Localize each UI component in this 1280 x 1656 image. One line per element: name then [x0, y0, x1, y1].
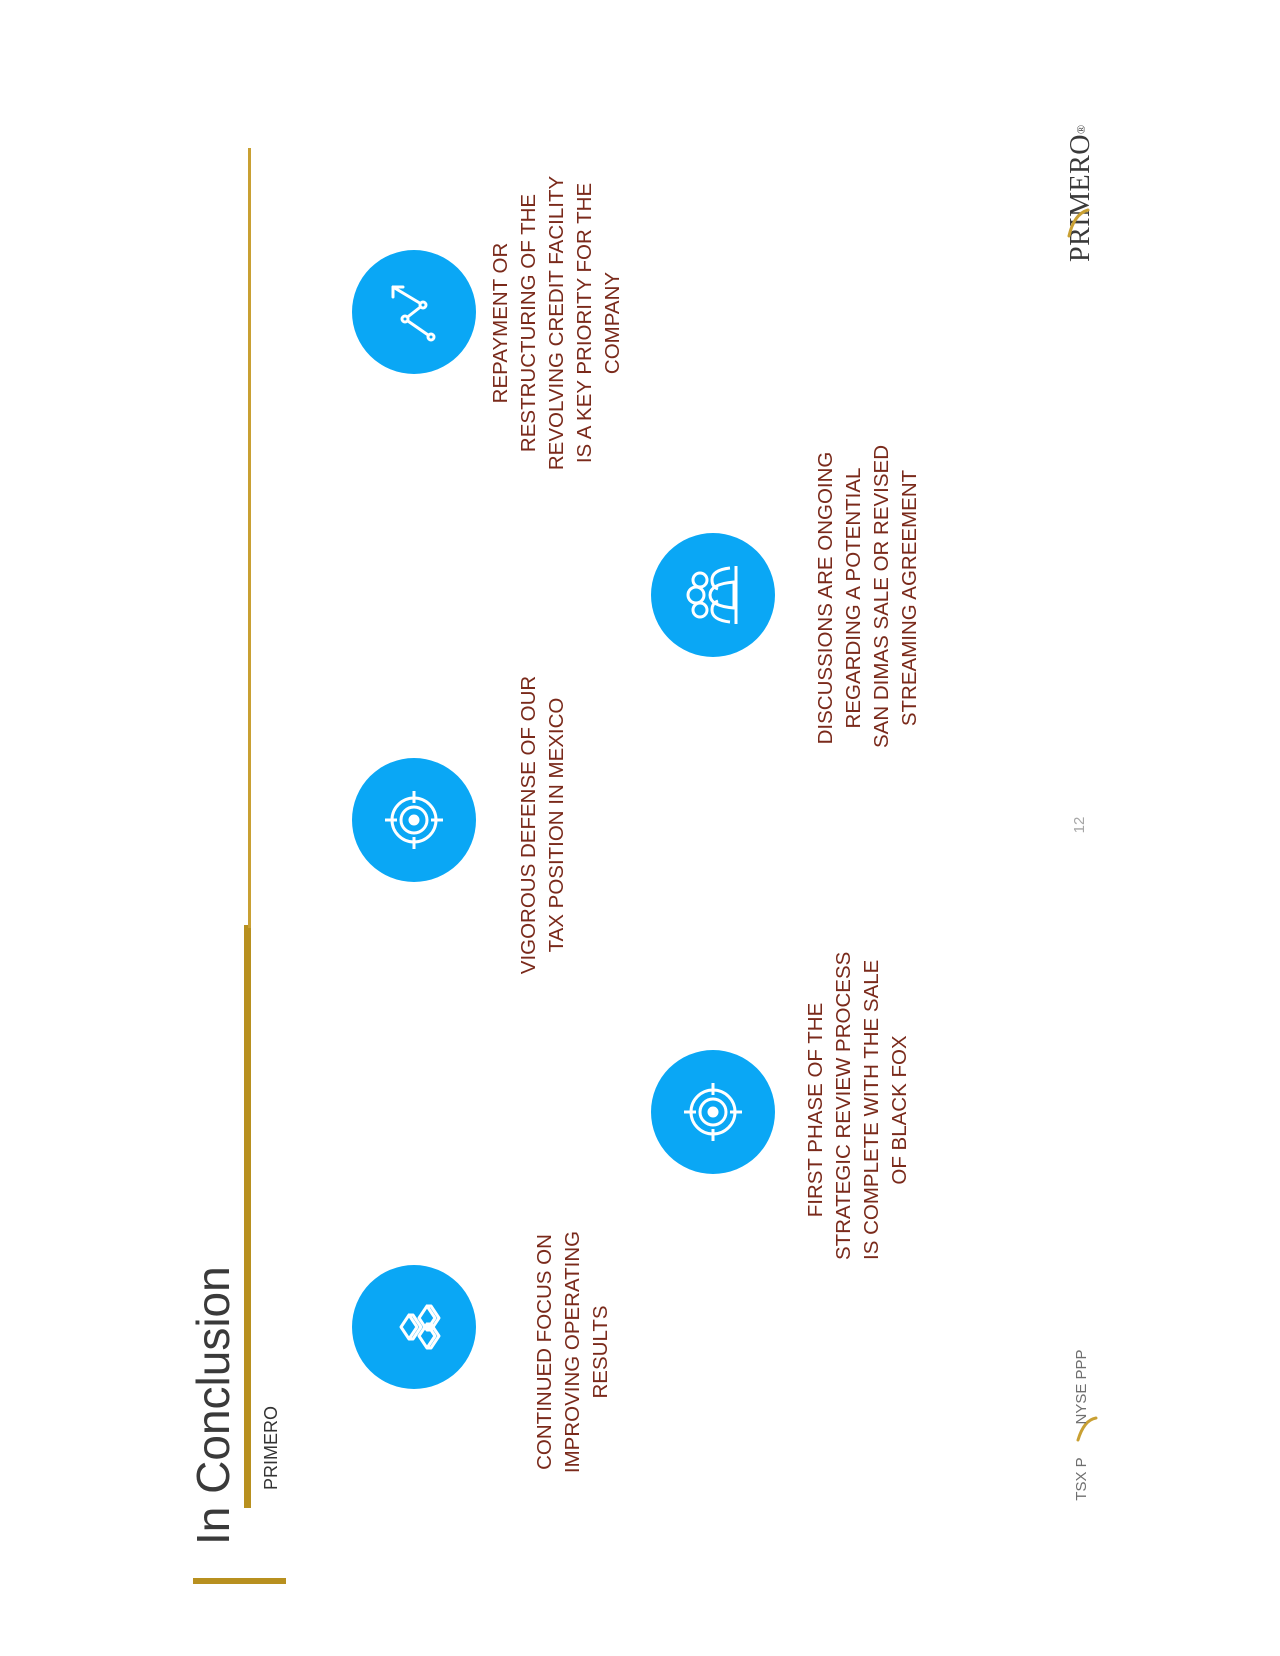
- item-circle-2: [651, 1050, 775, 1174]
- page-subtitle: PRIMERO: [261, 1405, 281, 1490]
- logo-registered-mark: ®: [1074, 124, 1088, 135]
- item-5-line-5: COMPANY: [601, 271, 624, 375]
- item-2-line-1: FIRST PHASE OF THE: [804, 1002, 827, 1218]
- item-3-line-1: VIGOROUS DEFENSE OF OUR: [517, 675, 540, 975]
- target-icon: [678, 1077, 748, 1147]
- item-5-line-4: IS A KEY PRIORITY FOR THE: [573, 182, 596, 464]
- item-3-line-2: TAX POSITION IN MEXICO: [545, 697, 568, 953]
- item-4-line-4: STREAMING AGREEMENT: [898, 469, 921, 727]
- trend-arrow-icon: [379, 277, 449, 347]
- item-1-line-2: IMPROVING OPERATING: [561, 1230, 584, 1474]
- primero-logo: [1065, 124, 1097, 262]
- logo-text-left: PRI: [1065, 216, 1096, 262]
- item-5-line-2: RESTRUCTURING OF THE: [517, 193, 540, 453]
- title-underline-thick: [244, 925, 251, 1508]
- item-5-line-3: REVOLVING CREDIT FACILITY: [545, 175, 568, 471]
- item-text-3: [515, 675, 571, 975]
- footer-nyse-ticker: NYSE PPP: [1073, 1349, 1090, 1425]
- logo-text-right: MERO: [1065, 134, 1096, 217]
- item-circle-4: [651, 533, 775, 657]
- item-circle-5: [352, 250, 476, 374]
- item-4-line-2: REGARDING A POTENTIAL: [842, 467, 865, 729]
- target-icon: [379, 785, 449, 855]
- logo-swoosh-icon: [1066, 208, 1090, 238]
- title-underline-thin: [248, 148, 251, 928]
- item-4-line-1: DISCUSSIONS ARE ONGOING: [814, 451, 837, 745]
- item-2-line-2: STRATEGIC REVIEW PROCESS: [832, 951, 855, 1260]
- gold-accent-bar: [193, 1578, 286, 1584]
- item-1-line-1: CONTINUED FOCUS ON: [533, 1234, 556, 1470]
- page-number: 12: [1071, 816, 1088, 834]
- footer-tsx-ticker: TSX P: [1073, 1457, 1090, 1501]
- item-text-5: [487, 173, 627, 473]
- item-2-line-4: OF BLACK FOX: [888, 1035, 911, 1185]
- item-text-4: [812, 444, 924, 748]
- item-circle-1: [352, 1265, 476, 1389]
- item-1-line-3: RESULTS: [589, 1305, 612, 1399]
- people-group-icon: [678, 560, 748, 630]
- page-title: In Conclusion: [187, 1266, 239, 1545]
- item-circle-3: [352, 758, 476, 882]
- item-4-line-3: SAN DIMAS SALE OR REVISED: [870, 444, 893, 748]
- item-2-line-3: IS COMPLETE WITH THE SALE: [860, 959, 883, 1260]
- gold-bars-icon: [379, 1292, 449, 1362]
- item-text-2: [802, 951, 914, 1260]
- item-5-line-1: REPAYMENT OR: [489, 242, 512, 404]
- item-text-1: [531, 1202, 615, 1502]
